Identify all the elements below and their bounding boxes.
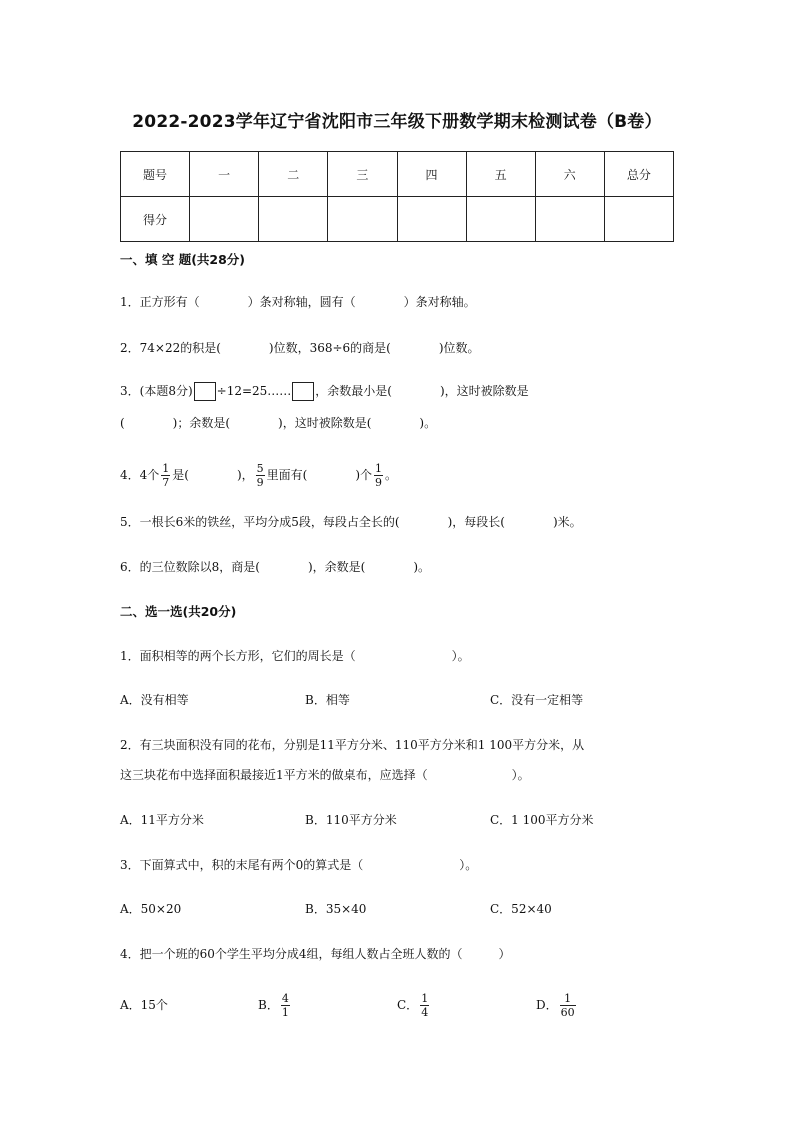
question-1-5: 5．一根长6米的铁丝，平均分成5段，每段占全长的( )，每段长( )米。 [120,515,582,529]
question-1-4 [120,460,397,490]
fraction-denominator: 9 [375,476,383,489]
section1-heading: 一、填 空 题(共28分) [120,252,246,267]
option-c[interactable]: C．1 100平方分米 [490,813,594,827]
score-cell[interactable] [190,197,259,242]
fraction-numerator: 4 [281,992,289,1005]
q4-part-b: 是( )， [172,468,254,482]
score-header-cell: 总分 [604,152,673,197]
score-cell[interactable] [535,197,604,242]
score-table-score-row [121,197,674,242]
fraction-denominator: 4 [421,1006,429,1019]
score-cell[interactable] [604,197,673,242]
dividend-box[interactable] [194,382,216,401]
option-a[interactable]: A．11平方分米 [120,813,204,827]
fraction-denominator: 60 [560,1006,575,1019]
option-b[interactable]: B．110平方分米 [305,813,397,827]
q4-part-d: 。 [385,468,398,482]
fraction-numerator: 1 [162,462,170,475]
fraction-1-60 [560,992,576,1019]
question-1-3 [120,381,529,401]
question-2-3: 3．下面算式中，积的末尾有两个0的算式是（ ）。 [120,858,478,872]
option-b[interactable]: B．相等 [305,693,350,707]
fraction-numerator: 1 [560,992,576,1006]
option-d[interactable] [536,986,578,1024]
question-1-1: 1．正方形有（ ）条对称轴，圆有（ ）条对称轴。 [120,295,476,309]
fraction-numerator: 1 [421,992,429,1005]
option-label: D． [536,998,558,1012]
fraction-denominator: 9 [256,476,264,489]
option-a[interactable]: A．15个 [120,998,168,1012]
score-header-cell: 题号 [121,152,190,197]
fraction-5-9 [256,462,265,489]
q4-part-a: 4．4个 [120,468,160,482]
score-header-cell: 三 [328,152,397,197]
option-c[interactable]: C．52×40 [490,902,552,916]
option-label: C． [397,998,419,1012]
score-cell[interactable] [259,197,328,242]
q3-prefix: 3．(本题8分) [120,384,193,398]
question-2-2-line1: 2．有三块面积没有同的花布，分别是11平方分米、110平方分米和1 100平方分米，从 [120,738,585,752]
fraction-1-9 [374,462,383,489]
option-b[interactable]: B．35×40 [305,902,367,916]
fraction-denominator: 1 [281,1006,289,1019]
question-1-6: 6．的三位数除以8，商是( )，余数是( )。 [120,560,430,574]
fraction-1-4 [420,992,429,1019]
score-header-cell: 六 [535,152,604,197]
q4-part-c: 里面有( )个 [266,468,373,482]
fraction-1-7 [161,462,170,489]
option-c[interactable] [397,986,431,1024]
question-1-2: 2．74×22的积是( )位数，368÷6的商是( )位数。 [120,341,480,355]
page-title: 2022-2023学年辽宁省沈阳市三年级下册数学期末检测试卷（B卷） [132,112,662,132]
fraction-numerator: 1 [375,462,383,475]
question-1-3-line2: ( )；余数是( )，这时被除数是( )。 [120,416,437,430]
fraction-4-1 [281,992,290,1019]
option-label: B． [258,998,279,1012]
fraction-numerator: 5 [256,462,264,475]
option-a[interactable]: A．50×20 [120,902,182,916]
q3-suffix: ，余数最小是( )，这时被除数是 [315,384,529,398]
score-header-cell: 四 [397,152,466,197]
score-cell[interactable] [397,197,466,242]
score-header-cell: 一 [190,152,259,197]
question-2-1: 1．面积相等的两个长方形，它们的周长是（ ）。 [120,649,470,663]
score-table-header-row [121,152,674,197]
section2-heading: 二、选一选(共20分) [120,604,237,619]
score-table [120,151,674,242]
remainder-box[interactable] [292,382,314,401]
score-cell[interactable] [328,197,397,242]
question-2-2-line2: 这三块花布中选择面积最接近1平方米的做桌布，应选择（ ）。 [120,768,530,782]
option-c[interactable]: C．没有一定相等 [490,693,584,707]
option-a[interactable]: A．没有相等 [120,693,189,707]
q3-mid: ÷12=25…… [216,384,292,398]
score-cell[interactable] [466,197,535,242]
score-header-cell: 二 [259,152,328,197]
score-row-label: 得分 [121,197,190,242]
question-2-4: 4．把一个班的60个学生平均分成4组，每组人数占全班人数的（ ） [120,947,511,961]
fraction-denominator: 7 [162,476,170,489]
option-b[interactable] [258,986,292,1024]
score-header-cell: 五 [466,152,535,197]
